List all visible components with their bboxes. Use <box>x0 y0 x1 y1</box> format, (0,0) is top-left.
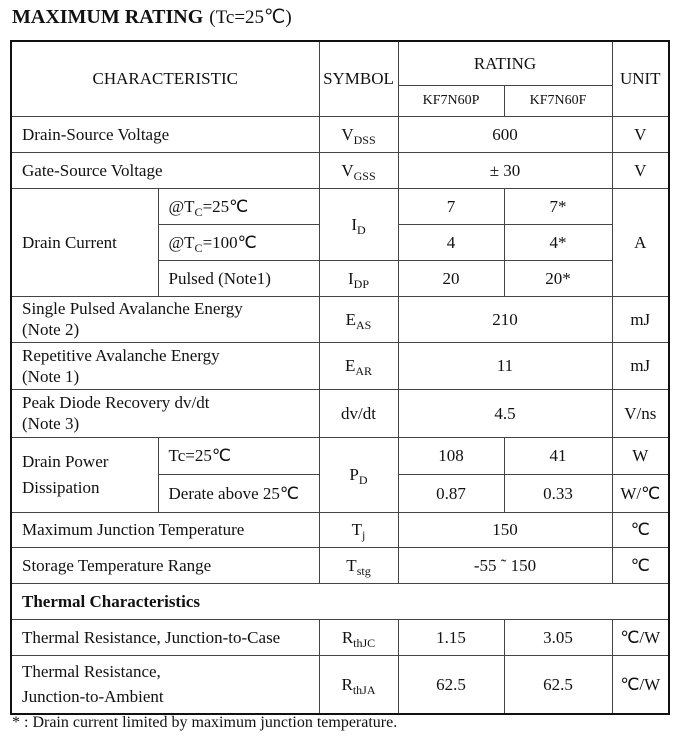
table-row: $@T_C=100℃$ 4 4* <box>11 224 669 260</box>
table-row: Drain Power Dissipation Tc=25℃ $P_D$ 108 41 W <box>11 437 669 474</box>
table-row: Thermal Resistance, Junction-to-Case $R_{thJC}$ 1.15 3.05 ℃/W <box>11 619 669 655</box>
header-part-p: KF7N60P <box>398 85 504 116</box>
table-row: Gate-Source Voltage $V_{GSS}$ ± 30 V <box>11 152 669 188</box>
footnote: * : Drain current limited by maximum junction temperature. <box>12 714 398 731</box>
table-row: Storage Temperature Range $T_{stg}$ -55 ˜ 150 ℃ <box>11 547 669 583</box>
header-row <box>11 41 669 85</box>
table-row: Drain-Source Voltage $V_{DSS}$ 600 V <box>11 116 669 152</box>
header-rating: RATING <box>398 41 612 85</box>
section-title: MAXIMUM RATING (Tc=25℃) <box>12 6 292 28</box>
header-characteristic: CHARACTERISTIC <box>11 41 319 116</box>
header-unit: UNIT <box>612 41 669 116</box>
table-row: Pulsed (Note1) $I_{DP}$ 20 20* <box>11 260 669 296</box>
table-row: Repetitive Avalanche Energy (Note 1) $E_{AR}$ 11 mJ <box>11 342 669 389</box>
header-part-f: KF7N60F <box>504 85 612 116</box>
section-row-thermal: Thermal Characteristics <box>11 583 669 619</box>
table-row: Single Pulsed Avalanche Energy (Note 2) $E_{AS}$ 210 mJ <box>11 296 669 342</box>
table-row: Thermal Resistance, Junction-to-Ambient $R_{thJA}$ 62.5 62.5 ℃/W <box>11 655 669 714</box>
table-row: Peak Diode Recovery dv/dt (Note 3) dv/dt 4.5 V/ns <box>11 389 669 437</box>
header-symbol: SYMBOL <box>319 41 398 116</box>
table-row: Maximum Junction Temperature $T_j$ 150 ℃ <box>11 512 669 547</box>
table-row: Derate above 25℃ 0.87 0.33 W/℃ <box>11 474 669 512</box>
table-row: Drain Current $@T_C=25℃$ $I_D$ 7 7* A <box>11 188 669 224</box>
maximum-rating-table <box>10 40 670 715</box>
